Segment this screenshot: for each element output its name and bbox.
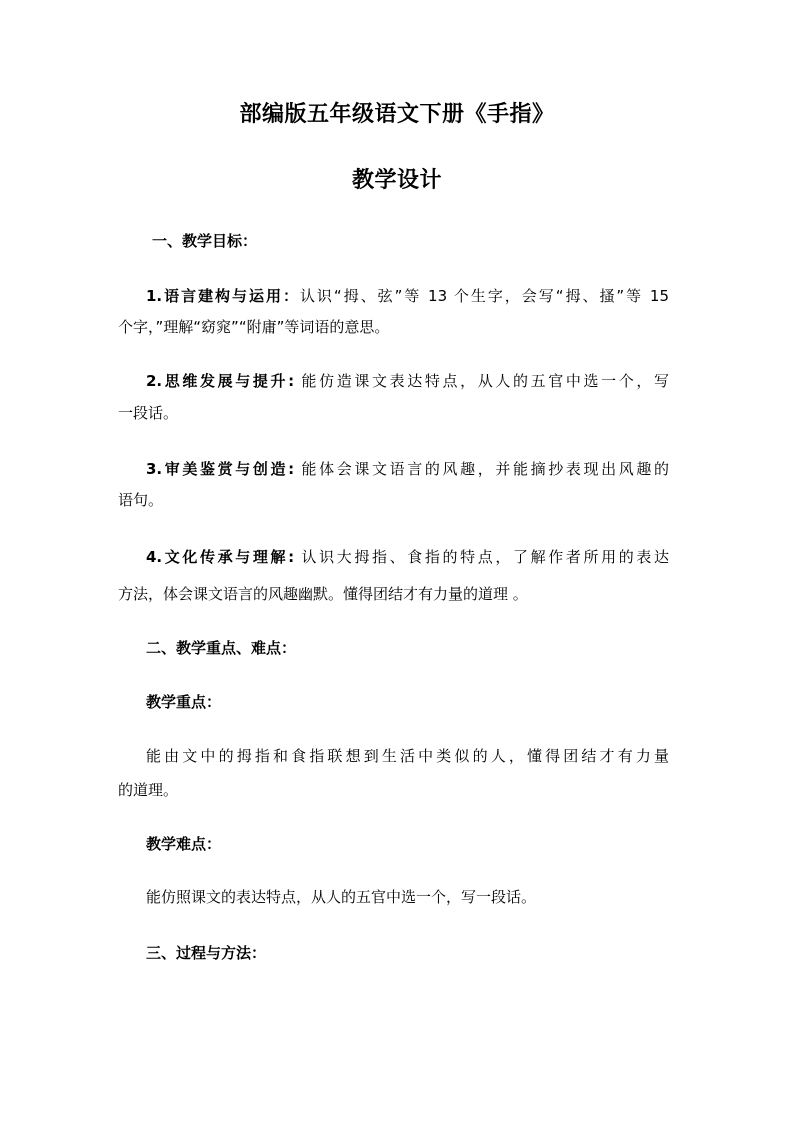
objective-2-text: 能仿造课文表达特点，从人的五官中选一个，写: [294, 372, 669, 390]
objective-3-line-2: 语句。: [118, 491, 164, 509]
objective-1-line-1: [146, 285, 669, 307]
objective-3-line-1: [146, 458, 669, 480]
section-heading-objectives: 一、教学目标：: [152, 232, 258, 250]
objective-4-label: 4.文化传承与理解:: [146, 548, 295, 566]
objective-2-line-2: 一段话。: [118, 404, 179, 422]
key-point-line-1: 能由文中的拇指和食指联想到生活中类似的人，懂得团结才有力量: [146, 747, 669, 765]
objective-1-line-2: 个字，”理解“窈窕”“附庸”等词语的意思。: [118, 318, 390, 336]
objective-4-line-1: [146, 546, 669, 568]
difficulty-line-1: 能仿照课文的表达特点，从人的五官中选一个，写一段话。: [146, 888, 537, 906]
objective-1-text: 认识“拇、弦”等 13 个生字，会写“拇、搔”等 15: [299, 287, 669, 305]
document-subtitle: 教学设计: [351, 168, 442, 193]
key-point-label: 教学重点：: [146, 693, 222, 711]
objective-4-text: 认识大拇指、食指的特点，了解作者所用的表达: [294, 548, 669, 566]
objective-3-text: 能体会课文语言的风趣，并能摘抄表现出风趣的: [294, 460, 669, 478]
key-point-line-2: 的道理。: [118, 781, 179, 799]
objective-3-label: 3.审美鉴赏与创造:: [146, 460, 295, 478]
difficulty-label: 教学难点：: [146, 835, 222, 853]
objective-2-line-1: [146, 370, 669, 392]
objective-4-line-2: 方法，体会课文语言的风趣幽默。懂得团结才有力量的道理 。: [118, 585, 528, 603]
section-heading-process-methods: 三、过程与方法：: [146, 944, 267, 962]
section-heading-key-points: 二、教学重点、难点：: [146, 639, 297, 657]
objective-2-label: 2.思维发展与提升:: [146, 372, 295, 390]
objective-1-label: 1.语言建构与运用：: [146, 287, 300, 305]
document-title: 部编版五年级语文下册《手指》: [239, 102, 555, 127]
